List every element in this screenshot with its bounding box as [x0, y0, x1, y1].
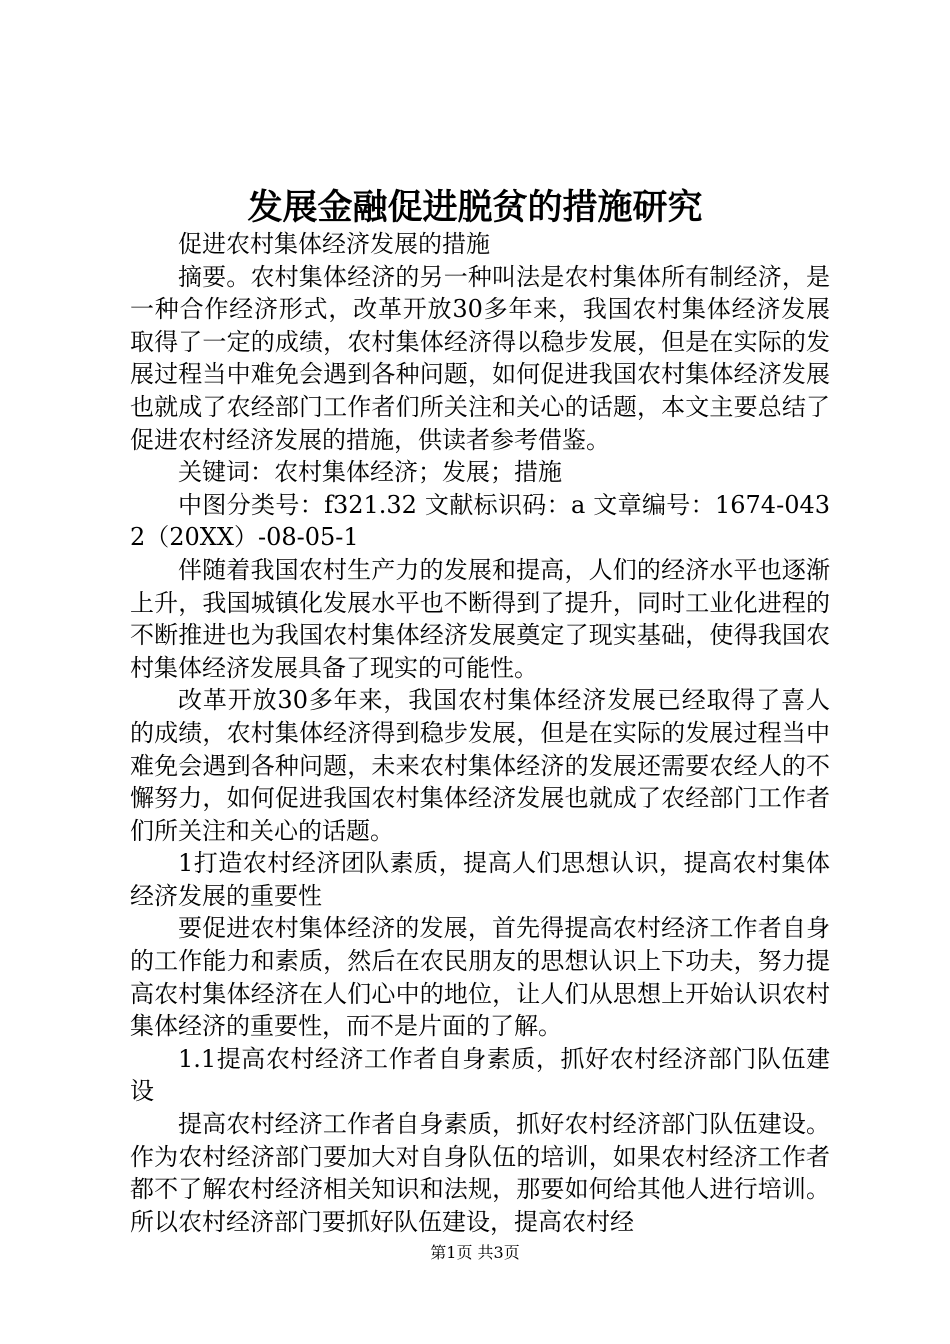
section-heading: 1打造农村经济团队素质，提高人们思想认识，提高农村集体经济发展的重要性: [130, 849, 830, 910]
body-paragraph: 要促进农村集体经济的发展，首先得提高农村经济工作者自身的工作能力和素质，然后在农民朋友的思想认识上下功夫，努力提高农村集体经济在人们心中的地位，让人们从思想上开始认识农村集体经济的重要性，而不是片面的了解。: [130, 914, 830, 1041]
page-number-footer: 第1页 共3页: [430, 1243, 520, 1262]
body-paragraph: 伴随着我国农村生产力的发展和提高，人们的经济水平也逐渐上升，我国城镇化发展水平也不断得到了提升，同时工业化进程的不断推进也为我国农村集体经济发展奠定了现实基础，使得我国农村集体经济发展具备了现实的可能性。: [130, 555, 830, 682]
body-paragraph: 提高农村经济工作者自身素质，抓好农村经济部门队伍建设。作为农村经济部门要加大对自身队伍的培训，如果农村经济工作者都不了解农村经济相关知识和法规，那要如何给其他人进行培训。所以农村经济部门要抓好队伍建设，提高农村经: [130, 1110, 830, 1236]
document-body: [130, 228, 830, 1238]
abstract-paragraph: 摘要。农村集体经济的另一种叫法是农村集体所有制经济，是一种合作经济形式，改革开放30多年来，我国农村集体经济发展取得了一定的成绩，农村集体经济得以稳步发展，但是在实际的发展过程当中难免会遇到各种问题，如何促进我国农村集体经济发展也就成了农经部门工作者们所关注和关心的话题，本文主要总结了促进农村经济发展的措施，供读者参考借鉴。: [130, 262, 830, 454]
document-title: 发展金融促进脱贫的措施研究: [247, 187, 703, 228]
subtitle-paragraph: 促进农村集体经济发展的措施: [178, 230, 490, 258]
body-paragraph: 改革开放30多年来，我国农村集体经济发展已经取得了喜人的成绩，农村集体经济得到稳步发展，但是在实际的发展过程当中难免会遇到各种问题，未来农村集体经济的发展还需要农经人的不懈努力，如何促进我国农村集体经济发展也就成了农经部门工作者们所关注和关心的话题。: [130, 686, 830, 845]
classification-paragraph: 中图分类号：f321.32 文献标识码：a 文章编号：1674-0432（20XX）-08-05-1: [130, 490, 830, 552]
subsection-heading: 1.1提高农村经济工作者自身素质，抓好农村经济部门队伍建设: [130, 1044, 830, 1106]
keywords-paragraph: 关键词：农村集体经济；发展；措施: [178, 458, 562, 487]
